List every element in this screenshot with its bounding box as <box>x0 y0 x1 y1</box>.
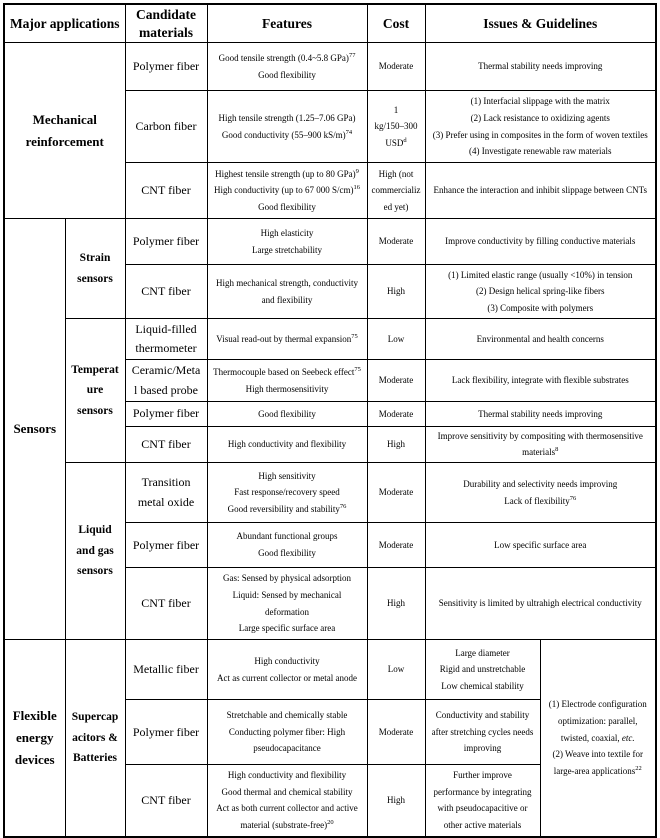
text-line: Good conductivity (55–900 kS/m)$^{74}$ <box>221 128 353 140</box>
text-line: CNT fiber <box>141 436 191 451</box>
text-line: Moderate <box>378 236 414 247</box>
text-line: Moderate <box>378 61 414 72</box>
material-cell <box>125 568 207 640</box>
text-line: Large stretchability <box>251 244 323 255</box>
header-candidate-materials: Candidate materials <box>125 4 207 43</box>
text-line: thermometer <box>135 341 197 356</box>
text-line: Gas: Sensed by physical adsorption <box>223 573 351 584</box>
text-line: (1) Interfacial slippage with the matrix <box>470 96 610 107</box>
features-cell <box>207 765 367 837</box>
features-cell <box>207 523 367 568</box>
text-line: Good flexibility <box>258 201 316 212</box>
text-line: Moderate <box>378 726 414 737</box>
text-line: large-area applications$^{22}$ <box>553 764 642 776</box>
text-line: Moderate <box>378 487 414 498</box>
text-line: metal oxide <box>137 494 195 509</box>
issues-cell <box>425 463 656 523</box>
text-line: acitors & <box>72 731 118 744</box>
table-header-row <box>4 4 656 43</box>
features-cell <box>207 700 367 765</box>
text-line: Thermocouple based on Seebeck effect$^{75}$ <box>213 366 361 378</box>
issues-cell <box>425 401 656 426</box>
text-line: Improve sensitivity by compositing with thermosensitive <box>437 430 643 441</box>
text-line: other active materials <box>443 820 522 831</box>
text-line: performance by integrating <box>433 786 532 797</box>
material-cell <box>125 43 207 91</box>
cost-cell <box>367 219 425 265</box>
text-line: (2) Weave into textile for <box>552 749 644 760</box>
text-line: Conductivity and stability <box>435 710 530 721</box>
text-line: Low <box>387 333 405 344</box>
cost-cell <box>367 265 425 319</box>
text-line: High <box>387 286 406 297</box>
text-line: Good flexibility <box>258 69 316 80</box>
table-row <box>4 43 656 91</box>
issues-cell <box>425 219 656 265</box>
text-line: High <box>387 795 406 806</box>
text-line: (3) Composite with polymers <box>487 302 594 313</box>
material-cell <box>125 640 207 700</box>
text-line: Temperat <box>71 363 119 376</box>
text-line: CNT fiber <box>141 183 191 197</box>
text-line: sensors <box>77 404 113 417</box>
sub-application-temperature-sensors <box>65 319 125 463</box>
material-cell <box>125 765 207 837</box>
material-cell <box>125 523 207 568</box>
text-line: energy <box>15 729 54 745</box>
cost-cell <box>367 700 425 765</box>
applications-table <box>3 3 657 838</box>
text-line: Strain <box>79 251 111 264</box>
text-line: Large specific surface area <box>238 623 336 634</box>
material-cell <box>125 163 207 219</box>
material-cell <box>125 219 207 265</box>
guidelines-cell <box>540 640 656 837</box>
text-line: Good flexibility <box>258 408 316 419</box>
table-row <box>4 463 656 523</box>
text-line: Carbon fiber <box>135 119 197 133</box>
issues-cell <box>425 523 656 568</box>
text-line: Ceramic/Meta <box>131 363 201 378</box>
text-line: High <box>387 598 406 609</box>
text-line: Supercap <box>71 710 119 723</box>
features-cell <box>207 219 367 265</box>
text-line: Good tensile strength (0.4~5.8 GPa)$^{77}$ <box>218 51 356 63</box>
text-line: Abundant functional groups <box>236 531 338 542</box>
text-line: High mechanical strength, conductivity <box>216 277 358 288</box>
features-cell <box>207 91 367 163</box>
issues-cell <box>425 700 540 765</box>
issues-cell <box>425 765 540 837</box>
text-line: CNT fiber <box>141 596 191 611</box>
text-line: Polymer fiber <box>132 406 200 421</box>
text-line: ed yet) <box>383 201 409 212</box>
text-line: twisted, coaxial, etc. <box>560 732 635 743</box>
text-line: Metallic fiber <box>133 662 199 677</box>
text-line: USD$^d$ <box>385 136 407 148</box>
text-line: Liquid: Sensed by mechanical <box>232 589 342 600</box>
cost-cell <box>367 568 425 640</box>
issues-cell <box>425 163 656 219</box>
features-cell <box>207 43 367 91</box>
material-cell <box>125 463 207 523</box>
text-line: (4) Investigate renewable raw materials <box>469 146 612 157</box>
text-line: Liquid <box>78 524 112 537</box>
text-line: 1 <box>393 104 399 115</box>
text-line: materials$^8$ <box>522 446 559 458</box>
text-line: after stretching cycles needs <box>431 726 534 737</box>
text-line: Visual read-out by thermal expansion$^{75}$ <box>216 332 358 344</box>
text-line: Batteries <box>72 752 118 765</box>
text-line: Polymer fiber <box>132 59 200 73</box>
text-line: High elasticity <box>260 227 314 238</box>
text-line: High tensile strength (1.25–7.06 GPa) <box>218 112 356 123</box>
text-line: reinforcement <box>25 133 104 149</box>
issues-cell <box>425 319 656 360</box>
text-line: Transition <box>141 475 191 490</box>
issues-cell <box>425 640 540 700</box>
features-cell <box>207 265 367 319</box>
text-line: Highest tensile strength (up to 80 GPa)$^9$ <box>215 167 359 179</box>
features-cell <box>207 568 367 640</box>
header-cost: Cost <box>367 4 425 43</box>
text-line: Good thermal and chemical stability <box>221 786 353 797</box>
text-line: Sensors <box>13 421 57 437</box>
text-line: Thermal stability needs improving <box>478 408 603 419</box>
text-line: High conductivity (up to 67 000 S/cm)$^{16}$ <box>214 184 361 196</box>
text-line: devices <box>14 751 55 767</box>
material-cell <box>125 319 207 360</box>
text-line: High sensitivity <box>258 470 316 481</box>
sub-application-liquid-gas-sensors <box>65 463 125 640</box>
text-line: (2) Design helical spring-like fibers <box>476 286 605 297</box>
cost-cell <box>367 163 425 219</box>
text-line: optimization: parallel, <box>558 715 638 726</box>
major-application-mechanical <box>4 43 125 219</box>
issues-cell <box>425 568 656 640</box>
text-line: High conductivity and flexibility <box>227 770 347 781</box>
cost-cell <box>367 765 425 837</box>
cost-cell <box>367 426 425 462</box>
text-line: Further improve <box>453 770 512 781</box>
text-line: High conductivity <box>254 655 320 666</box>
text-line: Moderate <box>378 539 414 550</box>
features-cell <box>207 401 367 426</box>
issues-cell <box>425 360 656 401</box>
issues-cell <box>425 43 656 91</box>
cost-cell <box>367 91 425 163</box>
cost-cell <box>367 360 425 401</box>
text-line: Polymer fiber <box>132 537 200 552</box>
text-line: Thermal stability needs improving <box>478 61 603 72</box>
material-cell <box>125 91 207 163</box>
material-cell <box>125 426 207 462</box>
text-line: CNT fiber <box>141 792 191 807</box>
text-line: Moderate <box>378 375 414 386</box>
header-major-applications: Major applications <box>4 4 125 43</box>
cost-cell <box>367 463 425 523</box>
text-line: (1) Electrode configuration <box>548 699 647 710</box>
text-line: sensors <box>77 565 113 578</box>
cost-cell <box>367 43 425 91</box>
features-cell <box>207 319 367 360</box>
text-line: pseudocapacitance <box>253 743 321 754</box>
material-cell <box>125 401 207 426</box>
text-line: and gas <box>76 544 114 557</box>
text-line: Rigid and unstretchable <box>439 664 526 675</box>
issues-cell <box>425 265 656 319</box>
text-line: Enhance the interaction and inhibit slippage between CNTs <box>433 185 648 196</box>
text-line: Polymer fiber <box>132 234 200 248</box>
text-line: (2) Lack resistance to oxidizing agents <box>470 112 610 123</box>
text-line: CNT fiber <box>141 284 191 298</box>
text-line: sensors <box>77 272 113 285</box>
cost-cell <box>367 401 425 426</box>
sub-application-strain-sensors <box>65 219 125 319</box>
text-line: Durability and selectivity needs improving <box>463 478 618 489</box>
text-line: Environmental and health concerns <box>476 333 604 344</box>
features-cell <box>207 640 367 700</box>
text-line: deformation <box>265 606 310 617</box>
material-cell <box>125 265 207 319</box>
table-row <box>4 219 656 265</box>
features-cell <box>207 463 367 523</box>
material-cell <box>125 360 207 401</box>
text-line: Fast response/recovery speed <box>234 487 340 498</box>
text-line: with pseudocapacitive or <box>437 803 528 814</box>
text-line: (3) Prefer using in composites in the form of woven textiles <box>432 129 648 140</box>
text-line: Moderate <box>378 408 414 419</box>
text-line: and flexibility <box>261 294 313 305</box>
text-line: commercializ <box>371 185 421 196</box>
text-line: Act as both current collector and active <box>216 803 358 814</box>
text-line: High <box>387 439 406 450</box>
text-line: High (not <box>378 168 414 179</box>
text-line: Large diameter <box>455 647 510 658</box>
features-cell <box>207 360 367 401</box>
text-line: Act as current collector or metal anode <box>217 672 357 683</box>
text-line: Improve conductivity by filling conductive materials <box>445 236 636 247</box>
issues-cell <box>425 426 656 462</box>
text-line: Mechanical <box>32 111 97 127</box>
text-line: kg/150–300 <box>374 121 418 132</box>
text-line: Flexible <box>12 707 57 723</box>
material-cell <box>125 700 207 765</box>
text-line: l based probe <box>134 382 198 397</box>
cost-cell <box>367 319 425 360</box>
text-line: Low <box>387 664 405 675</box>
text-line: Low chemical stability <box>441 680 524 691</box>
text-line: improving <box>463 743 502 754</box>
text-line: High conductivity and flexibility <box>227 439 347 450</box>
issues-cell <box>425 91 656 163</box>
cost-cell <box>367 523 425 568</box>
text-line: ure <box>86 384 104 397</box>
text-line: Good reversibility and stability$^{76}$ <box>227 502 347 514</box>
cost-cell <box>367 640 425 700</box>
text-line: High thermosensitivity <box>245 383 329 394</box>
features-cell <box>207 163 367 219</box>
text-line: Polymer fiber <box>132 724 200 739</box>
text-line: Lack of flexibility$^{76}$ <box>504 494 577 506</box>
text-line: Good flexibility <box>258 548 316 559</box>
table-row <box>4 319 656 360</box>
text-line: Low specific surface area <box>494 539 587 550</box>
text-line: material (substrate-free)$^{20}$ <box>240 819 334 831</box>
table-row <box>4 640 656 700</box>
features-cell <box>207 426 367 462</box>
text-line: (1) Limited elastic range (usually <10%) in tension <box>448 269 633 280</box>
text-line: Stretchable and chemically stable <box>226 710 348 721</box>
major-application-sensors <box>4 219 65 640</box>
major-application-flexible-energy <box>4 640 65 837</box>
text-line: Lack flexibility, integrate with flexible substrates <box>451 375 629 386</box>
header-features: Features <box>207 4 367 43</box>
header-issues-guidelines: Issues & Guidelines <box>425 4 656 43</box>
text-line: Sensitivity is limited by ultrahigh electrical conductivity <box>438 598 642 609</box>
text-line: Liquid-filled <box>135 322 197 337</box>
text-line: Conducting polymer fiber: High <box>228 726 346 737</box>
sub-application-supercapacitors-batteries <box>65 640 125 837</box>
